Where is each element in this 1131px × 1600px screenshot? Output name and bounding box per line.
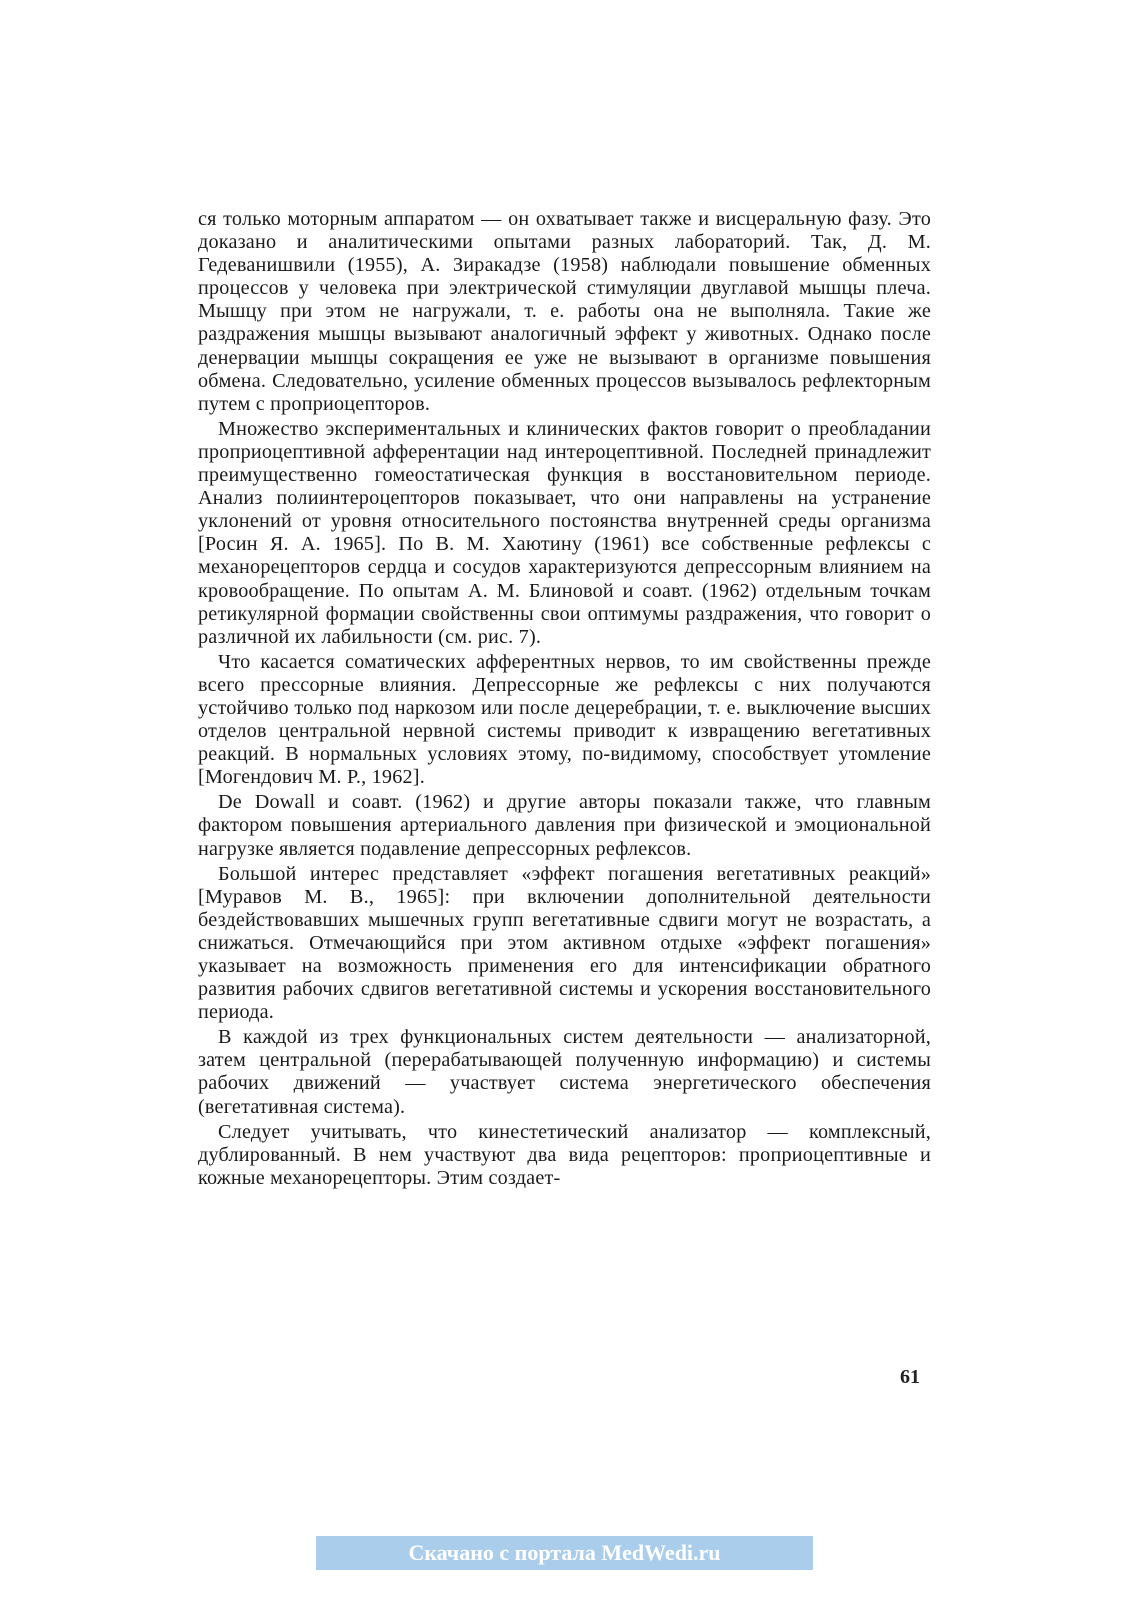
- paragraph: В каждой из трех функциональных систем деятельности — анализаторной, затем центральной (перерабатывающей полученную информацию) и системы рабочих движений — участвует система энергетического обеспечения (вегетативная система).: [198, 1026, 931, 1118]
- paragraph: Множество экспериментальных и клинических фактов говорит о преобладании проприоцептивной афферентации над интероцептивной. Последней принадлежит преимущественно гомеостатическая функция в восстановительном периоде. Анализ полиинтероцепторов показывает, что они направлены на устранение уклонений от уровня относительного постоянства внутренней среды организма [Росин Я. А. 1965]. По В. М. Хаютину (1961) все собственные рефлексы с механорецепторов сердца и сосудов характеризуются депрессорным влиянием на кровообращение. По опытам А. М. Блиновой и соавт. (1962) отдельным точкам ретикулярной формации свойственны свои оптимумы раздражения, что говорит о различной их лабильности (см. рис. 7).: [198, 417, 931, 648]
- page-number: 61: [900, 1366, 920, 1388]
- source-watermark: Скачано с портала MedWedi.ru: [316, 1536, 813, 1570]
- paragraph: Что касается соматических афферентных нервов, то им свойственны прежде всего прессорные влияния. Депрессорные же рефлексы с них получаются устойчиво только под наркозом или после децеребрации, т. е. выключение высших отделов центральной нервной системы приводит к извращению вегетативных реакций. В нормальных условиях этому, по-видимому, способствует утомление [Могендович М. Р., 1962].: [198, 650, 931, 789]
- paragraph: Большой интерес представляет «эффект погашения вегетативных реакций» [Муравов М. В., 1965]: при включении дополнительной деятельности бездействовавших мышечных групп вегетативные сдвиги могут не возрастать, а снижаться. Отмечающийся при этом активном отдыхе «эффект погашения» указывает на возможность применения его для интенсификации обратного развития рабочих сдвигов вегетативной системы и ускорения восстановительного периода.: [198, 862, 931, 1024]
- paragraph: ся только моторным аппаратом — он охватывает также и висцеральную фазу. Это доказано и аналитическими опытами разных лабораторий. Так, Д. М. Гедеванишвили (1955), А. Зиракадзе (1958) наблюдали повышение обменных процессов у человека при электрической стимуляции двуглавой мышцы плеча. Мышцу при этом не нагружали, т. е. работы она не выполняла. Такие же раздражения мышцы вызывают аналогичный эффект у животных. Однако после денервации мышцы сокращения ее уже не вызывают в организме повышения обмена. Следовательно, усиление обменных процессов вызывалось рефлекторным путем с проприоцепторов.: [198, 208, 931, 415]
- page-body: [198, 208, 931, 1190]
- paragraph: De Dowall и соавт. (1962) и другие авторы показали также, что главным фактором повышения артериального давления при физической и эмоциональной нагрузке является подавление депрессорных рефлексов.: [198, 791, 931, 860]
- paragraph: Следует учитывать, что кинестетический анализатор — комплексный, дублированный. В нем участвуют два вида рецепторов: проприоцептивные и кожные механорецепторы. Этим создает-: [198, 1120, 931, 1189]
